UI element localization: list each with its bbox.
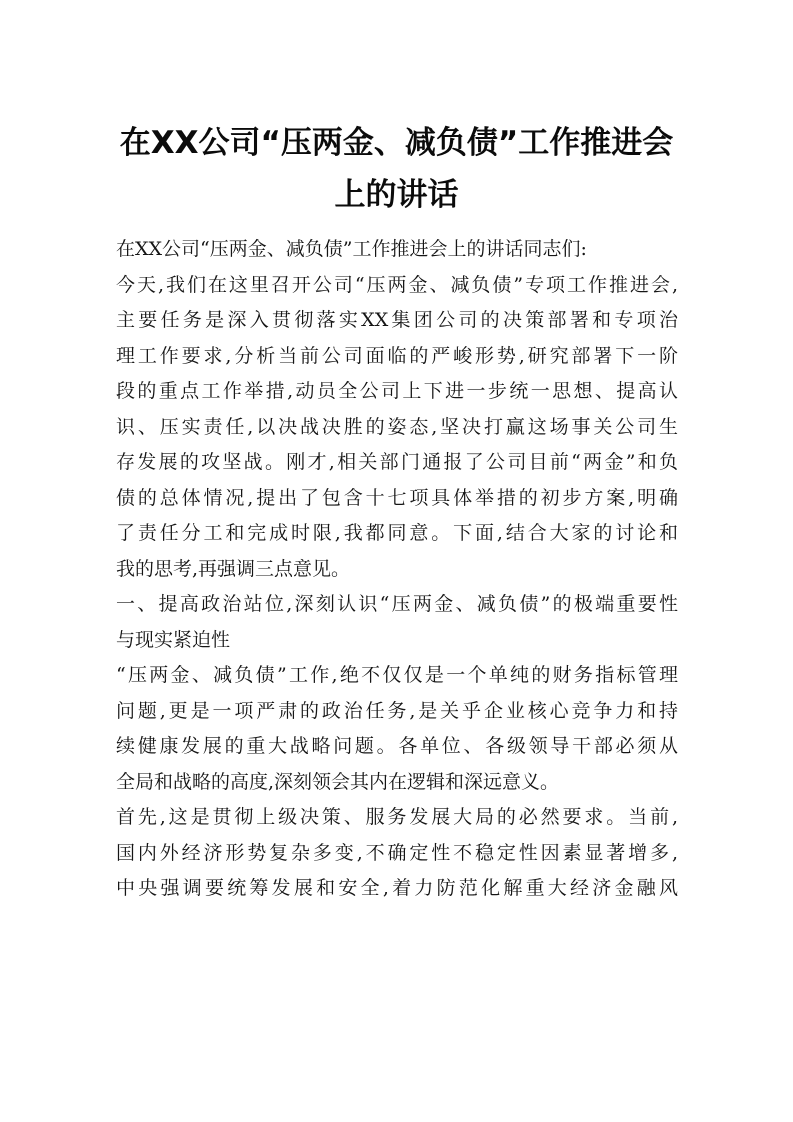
body-line: 问题,更是一项严肃的政治任务,是关乎企业核心竞争力和持 xyxy=(116,699,678,722)
section-heading-line: 与现实紧迫性 xyxy=(116,628,231,651)
body-line: 理工作要求,分析当前公司面临的严峻形势,研究部署下一阶 xyxy=(116,344,678,367)
body-line: 中央强调要统筹发展和安全,着力防范化解重大经济金融风 xyxy=(116,877,678,899)
document-body xyxy=(116,232,678,907)
title-line-2: 上的讲话 xyxy=(334,177,459,213)
body-line: 在XX公司“压两金、减负债”工作推进会上的讲话同志们: xyxy=(116,238,587,260)
body-line: 债的总体情况,提出了包含十七项具体举措的初步方案,明确 xyxy=(116,486,678,509)
body-line: 主要任务是深入贯彻落实XX集团公司的决策部署和专项治 xyxy=(116,309,678,331)
title-line-1: 在XX公司“压两金、减负债”工作推进会 xyxy=(119,125,674,161)
body-line: 国内外经济形势复杂多变,不确定性不稳定性因素显著增多, xyxy=(116,841,678,864)
body-line: 识、压实责任,以决战决胜的姿态,坚决打赢这场事关公司生 xyxy=(116,415,678,438)
body-line: 存发展的攻坚战。刚才,相关部门通报了公司目前“两金”和负 xyxy=(116,451,678,473)
body-line: 今天,我们在这里召开公司“压两金、减负债”专项工作推进会, xyxy=(116,273,678,296)
body-line: 了责任分工和完成时限,我都同意。下面,结合大家的讨论和 xyxy=(116,522,678,544)
body-line: “压两金、减负债”工作,绝不仅仅是一个单纯的财务指标管理 xyxy=(116,664,678,686)
body-line: 续健康发展的重大战略问题。各单位、各级领导干部必须从 xyxy=(116,735,678,757)
body-line: 段的重点工作举措,动员全公司上下进一步统一思想、提高认 xyxy=(116,380,678,402)
body-line: 我的思考,再强调三点意见。 xyxy=(116,557,351,580)
body-line: 首先,这是贯彻上级决策、服务发展大局的必然要求。当前, xyxy=(116,806,678,828)
body-line: 全局和战略的高度,深刻领会其内在逻辑和深远意义。 xyxy=(116,770,560,793)
section-heading-line: 一、提高政治站位,深刻认识“压两金、减负债”的极端重要性 xyxy=(116,593,678,615)
document-title xyxy=(100,117,693,221)
